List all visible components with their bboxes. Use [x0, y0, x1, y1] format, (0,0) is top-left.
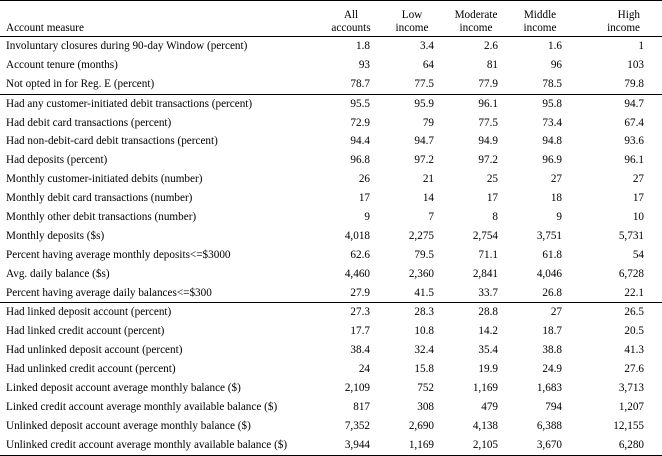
row-label: Had deposits (percent)	[6, 154, 108, 167]
row-label: Monthly deposits ($s)	[6, 229, 105, 242]
row-value: 61.8	[542, 248, 562, 261]
column-header-moderate-income	[444, 1, 508, 37]
row-value: 94.7	[572, 94, 662, 113]
row-value: 10.8	[414, 325, 434, 338]
table-row	[0, 132, 662, 151]
row-value: 1	[638, 39, 644, 52]
row-value: 33.7	[478, 286, 498, 299]
column-header-high-income	[572, 1, 662, 37]
row-value: 479	[481, 400, 498, 413]
row-value: 752	[417, 381, 434, 394]
row-value: 12,155	[613, 419, 644, 432]
row-value: 103	[627, 58, 644, 71]
row-label: Monthly other debit transactions (number)	[6, 210, 197, 223]
row-value: 14	[422, 192, 434, 205]
row-value: 79.5	[414, 248, 434, 261]
row-value: 35.4	[478, 344, 498, 357]
table-row	[0, 303, 662, 322]
row-value: 28.8	[444, 303, 508, 322]
row-value: 96.1	[444, 94, 508, 113]
table-row	[0, 379, 662, 398]
row-value: 64	[422, 58, 434, 71]
row-value: 95.5	[322, 94, 380, 113]
row-value: 26	[358, 173, 370, 186]
row-value: 2.6	[484, 39, 498, 52]
row-value: 41.3	[624, 344, 644, 357]
row-value: 6,280	[572, 436, 662, 455]
table-row	[0, 284, 662, 303]
row-value: 94.7	[414, 135, 434, 148]
row-value: 96	[550, 58, 562, 71]
row-value: 26.5	[572, 303, 662, 322]
row-value: 24.9	[542, 363, 562, 376]
table-row	[0, 170, 662, 189]
table-row	[0, 94, 662, 113]
table-row	[0, 37, 662, 56]
row-label: Not opted in for Reg. E (percent)	[6, 77, 155, 90]
row-value: 19.9	[478, 363, 498, 376]
row-value: 93.6	[624, 135, 644, 148]
row-value: 27	[632, 173, 644, 186]
row-value: 38.8	[542, 344, 562, 357]
row-value: 96.9	[542, 154, 562, 167]
header-row	[0, 1, 662, 37]
row-label: Linked deposit account average monthly balance ($)	[6, 381, 241, 394]
row-value: 26.8	[542, 286, 562, 299]
row-value: 77.5	[414, 77, 434, 90]
row-value: 17	[358, 192, 370, 205]
header-line: accounts	[331, 22, 371, 34]
row-value: 5,731	[618, 229, 644, 242]
row-value: 6,728	[618, 267, 644, 280]
row-value: 17.7	[350, 325, 370, 338]
table-row	[0, 341, 662, 360]
row-value: 27.6	[624, 363, 644, 376]
table-row	[0, 398, 662, 417]
row-label: Account tenure (months)	[6, 58, 118, 71]
row-label: Unlinked deposit account average monthly balance ($)	[6, 419, 251, 432]
row-value: 73.4	[542, 116, 562, 129]
row-value: 95.8	[508, 94, 572, 113]
row-value: 308	[417, 400, 434, 413]
table-row	[0, 56, 662, 75]
row-value: 3,944	[322, 436, 380, 455]
row-value: 27.3	[322, 303, 380, 322]
row-value: 2,841	[472, 267, 498, 280]
row-value: 2,105	[444, 436, 508, 455]
column-header-measure-text: Account measure	[6, 22, 84, 34]
row-value: 18.7	[542, 325, 562, 338]
row-value: 1.8	[356, 39, 370, 52]
row-value: 41.5	[414, 286, 434, 299]
row-value: 7,352	[344, 419, 370, 432]
header-line: All	[343, 9, 359, 21]
row-value: 97.2	[478, 154, 498, 167]
table-row	[0, 208, 662, 227]
row-value: 93	[358, 58, 370, 71]
row-value: 97.2	[414, 154, 434, 167]
row-value: 38.4	[350, 344, 370, 357]
row-value: 817	[353, 400, 370, 413]
table-row	[0, 189, 662, 208]
row-value: 794	[545, 400, 562, 413]
row-value: 1,683	[536, 381, 562, 394]
table-row	[0, 417, 662, 436]
row-label: Had linked deposit account (percent)	[0, 303, 322, 322]
row-value: 72.9	[350, 116, 370, 129]
row-value: 96.8	[350, 154, 370, 167]
row-value: 79	[422, 116, 434, 129]
row-value: 2,690	[408, 419, 434, 432]
row-value: 20.5	[624, 325, 644, 338]
table-row	[0, 114, 662, 133]
row-value: 81	[486, 58, 498, 71]
header-line: Middle	[523, 9, 557, 21]
row-value: 62.6	[350, 248, 370, 261]
row-value: 25	[486, 173, 498, 186]
row-value: 9	[556, 210, 562, 223]
row-label: Linked credit account average monthly available balance ($)	[6, 400, 278, 413]
row-value: 1.6	[548, 39, 562, 52]
row-value: 6,388	[536, 419, 562, 432]
row-value: 18	[550, 192, 562, 205]
row-label: Avg. daily balance ($s)	[6, 267, 110, 280]
table-row	[0, 265, 662, 284]
row-value: 4,460	[344, 267, 370, 280]
table-body	[0, 37, 662, 456]
row-value: 94.8	[542, 135, 562, 148]
header-line: income	[459, 22, 493, 34]
header-line: High	[617, 9, 640, 21]
row-value: 3,751	[536, 229, 562, 242]
row-value: 2,275	[408, 229, 434, 242]
row-label: Monthly debit card transactions (number)	[6, 192, 193, 205]
row-value: 77.9	[478, 77, 498, 90]
table-header	[0, 1, 662, 37]
row-value: 4,046	[536, 267, 562, 280]
row-value: 95.9	[380, 94, 444, 113]
table-row	[0, 360, 662, 379]
row-value: 24	[358, 363, 370, 376]
row-value: 8	[492, 210, 498, 223]
column-header-all-accounts	[322, 1, 380, 37]
column-header-low-income	[380, 1, 444, 37]
row-label: Unlinked credit account average monthly available balance ($)	[0, 436, 322, 455]
table-row	[0, 227, 662, 246]
row-value: 27.9	[350, 286, 370, 299]
header-line: Moderate	[454, 9, 498, 21]
row-value: 94.9	[478, 135, 498, 148]
row-value: 1,169	[472, 381, 498, 394]
row-label: Had unlinked deposit account (percent)	[6, 344, 183, 357]
row-value: 2,360	[408, 267, 434, 280]
row-value: 54	[632, 248, 644, 261]
column-header-measure	[0, 1, 322, 37]
row-value: 2,109	[344, 381, 370, 394]
column-header-middle-income	[508, 1, 572, 37]
row-label: Had non-debit-card debit transactions (percent)	[6, 135, 218, 148]
row-value: 3,670	[508, 436, 572, 455]
row-value: 4,018	[344, 229, 370, 242]
row-value: 32.4	[414, 344, 434, 357]
row-value: 28.3	[380, 303, 444, 322]
row-value: 15.8	[414, 363, 434, 376]
row-value: 78.7	[350, 77, 370, 90]
row-value: 27	[508, 303, 572, 322]
row-label: Involuntary closures during 90-day Window (percent)	[6, 39, 248, 52]
table-row	[0, 322, 662, 341]
header-line: income	[523, 22, 557, 34]
row-label: Percent having average daily balances<=$300	[6, 286, 212, 299]
row-value: 96.1	[624, 154, 644, 167]
row-value: 22.1	[624, 286, 644, 299]
row-value: 4,138	[472, 419, 498, 432]
row-value: 94.4	[350, 135, 370, 148]
row-value: 67.4	[624, 116, 644, 129]
row-value: 3.4	[420, 39, 434, 52]
row-value: 1,207	[618, 400, 644, 413]
row-label: Monthly customer-initiated debits (number)	[6, 173, 203, 186]
row-value: 1,169	[380, 436, 444, 455]
table-row	[0, 75, 662, 94]
header-line: income	[395, 22, 429, 34]
row-label: Had unlinked credit account (percent)	[6, 363, 176, 376]
row-value: 2,754	[472, 229, 498, 242]
header-line: Low	[401, 9, 423, 21]
row-label: Had debit card transactions (percent)	[6, 116, 172, 129]
table-row	[0, 436, 662, 455]
row-value: 78.5	[542, 77, 562, 90]
table-row	[0, 151, 662, 170]
row-value: 79.8	[624, 77, 644, 90]
row-value: 77.5	[478, 116, 498, 129]
row-value: 17	[632, 192, 644, 205]
row-label: Had linked credit account (percent)	[6, 325, 165, 338]
row-value: 17	[486, 192, 498, 205]
row-value: 21	[422, 173, 434, 186]
row-label: Percent having average monthly deposits<=$3000	[6, 248, 231, 261]
row-value: 3,713	[618, 381, 644, 394]
table-row	[0, 246, 662, 265]
row-value: 71.1	[478, 248, 498, 261]
row-value: 7	[428, 210, 434, 223]
header-line: income	[607, 22, 640, 34]
row-value: 10	[632, 210, 644, 223]
row-label: Had any customer-initiated debit transactions (percent)	[0, 94, 322, 113]
row-value: 14.2	[478, 325, 498, 338]
row-value: 27	[550, 173, 562, 186]
row-value: 9	[364, 210, 370, 223]
